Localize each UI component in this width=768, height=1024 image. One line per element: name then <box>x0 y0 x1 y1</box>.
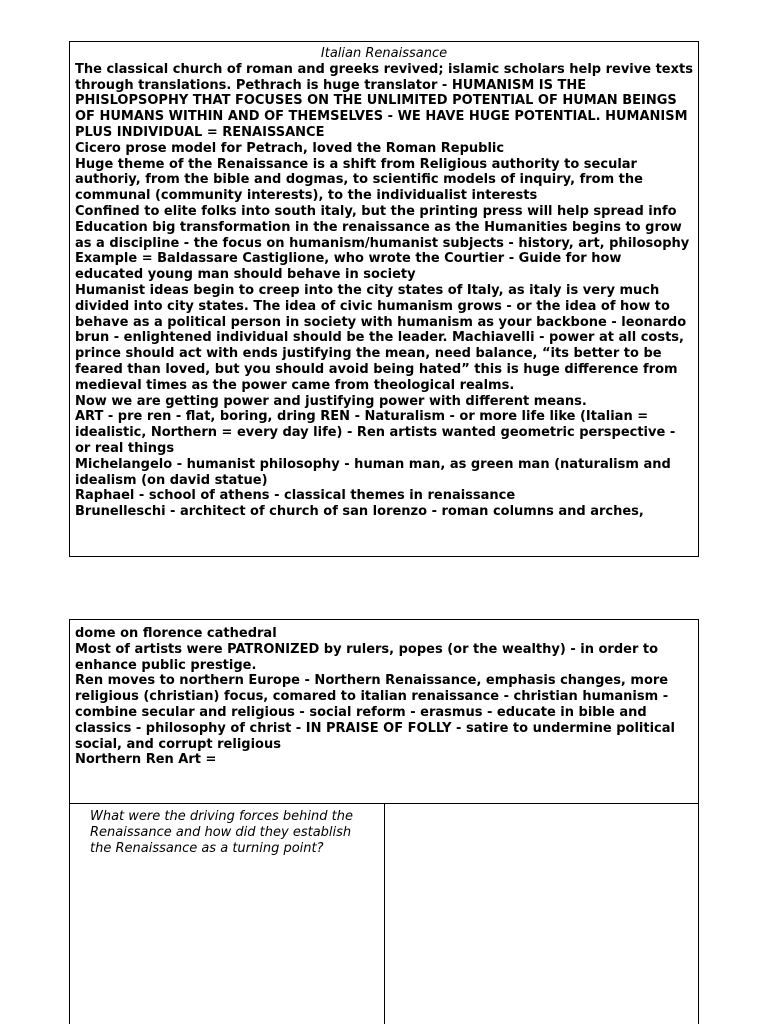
note-paragraph: Huge theme of the Renaissance is a shift from Religious authority to secular authoriy, from the bible and dogmas, to scientific models of inquiry, from the communal (community interests), to the individualist interests <box>75 156 643 204</box>
column-divider <box>384 804 385 1024</box>
note-paragraph: Raphael - school of athens - classical themes in renaissance <box>75 488 516 504</box>
note-paragraph: The classical church of roman and greeks revived; islamic scholars help revive texts through translations. Pethrach is huge translator - HUMANISM IS THE PHISLOPSOPHY THAT FOCUSES ON THE UNLIMITED POTENTIAL OF HUMAN BEINGS OF HUMANS WITHIN AND OF THEMSELVES - WE HAVE HUGE POTENTIAL. HUMANISM PLUS INDIVIDUAL = RENAISSANCE <box>75 61 693 140</box>
note-paragraph: Northern Ren Art = <box>75 752 217 768</box>
note-paragraph: dome on florence cathedral <box>75 626 277 641</box>
note-paragraph: Now we are getting power and justifying power with different means. <box>75 393 587 409</box>
note-paragraph: Education big transformation in the renaissance as the Humanities begins to grow as a discipline - the focus on humanism/humanist subjects - history, art, philosophy <box>75 219 690 251</box>
notes-box-italian-renaissance <box>69 41 699 557</box>
notes-continued-cell <box>70 620 698 804</box>
note-paragraph: Brunelleschi - architect of church of san lorenzo - roman columns and arches, <box>75 504 644 520</box>
section-title: Italian Renaissance <box>320 46 448 61</box>
note-paragraph: Most of artists were PATRONIZED by rulers, popes (or the wealthy) - in order to enhance public prestige. <box>75 641 659 673</box>
note-paragraph: Confined to elite folks into south italy, but the printing press will help spread info <box>75 203 677 219</box>
note-paragraph: Example = Baldassare Castiglione, who wrote the Courtier - Guide for how educated young man should behave in society <box>75 251 622 283</box>
note-paragraph: ART - pre ren - flat, boring, dring REN - Naturalism - or more life like (Italian = idealistic, Northern = every day life) - Ren artists wanted geometric perspective - or real things <box>75 409 676 456</box>
question-row <box>70 804 698 1024</box>
note-paragraph: Ren moves to northern Europe - Northern Renaissance, emphasis changes, more religious (christian) focus, comared to italian renaissance - christian humanism - combine secular and religious - social reform - erasmus - educate in bible and classics - philosophy of christ - IN PRAISE OF FOLLY - satire to undermine political social, and corrupt religious <box>75 673 675 752</box>
notes-table-continued <box>69 619 699 1024</box>
question-prompt: What were the driving forces behind the Renaissance and how did they establish the Renaissance as a turning point? <box>90 809 353 856</box>
note-paragraph: Michelangelo - humanist philosophy - human man, as green man (naturalism and idealism (on david statue) <box>75 456 671 488</box>
note-paragraph: Humanist ideas begin to creep into the city states of Italy, as italy is very much divided into city states. The idea of civic humanism grows - or the idea of how to behave as a political person in society with humanism as your backbone - leonardo brun - enlightened individual should be the leader. Machiavelli - power at all costs, prince should act with ends justifying the mean, need balance, “its better to be feared than loved, but you should avoid being hated” this is huge difference from medieval times as the power came from theological realms. <box>75 282 687 393</box>
note-paragraph: Cicero prose model for Petrach, loved the Roman Republic <box>75 140 505 156</box>
